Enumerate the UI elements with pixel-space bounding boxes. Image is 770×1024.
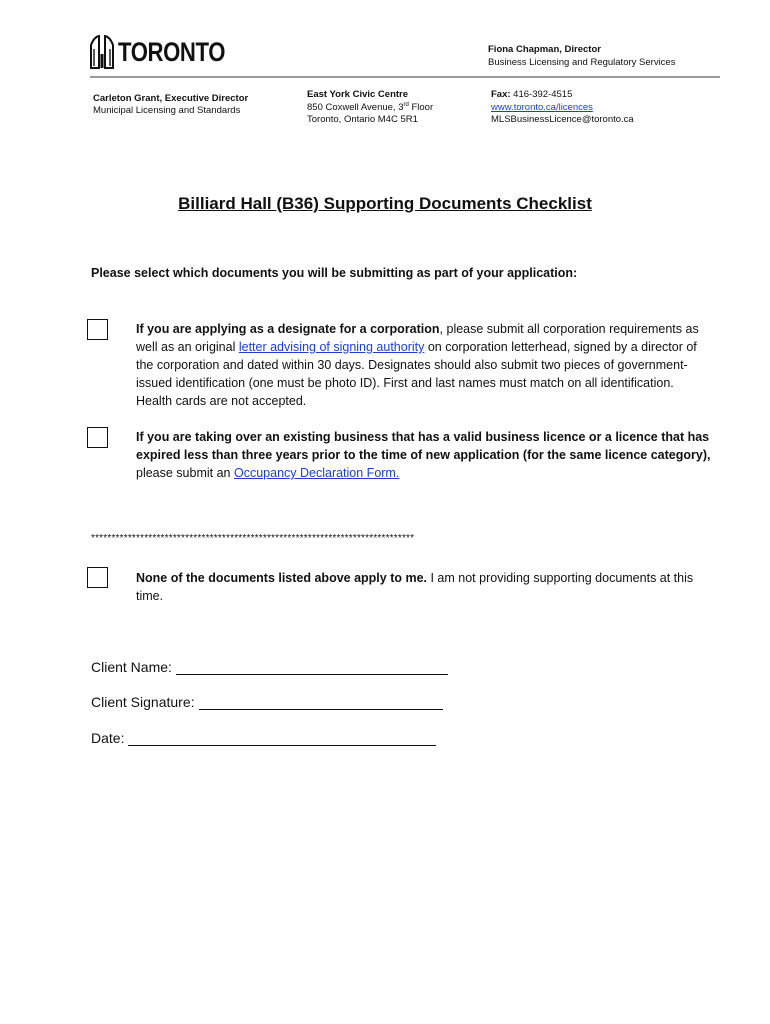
email-address: MLSBusinessLicence@toronto.ca: [491, 114, 634, 125]
client-name-line[interactable]: [176, 658, 448, 675]
city-hall-icon: [90, 35, 114, 69]
director-name: Fiona Chapman, Director: [488, 44, 601, 55]
executive-name: Carleton Grant, Executive Director: [93, 93, 249, 104]
director-department: Business Licensing and Regulatory Services: [488, 57, 676, 68]
date-line[interactable]: [128, 729, 436, 746]
address-line-2: Toronto, Ontario M4C 5R1: [307, 114, 418, 125]
client-name-field[interactable]: [91, 658, 448, 675]
date-label: Date:: [91, 730, 125, 746]
item-none-apply: None of the documents listed above apply to me. I am not providing supporting documents at this time.: [136, 571, 694, 603]
signing-authority-link[interactable]: letter advising of signing authority: [238, 340, 425, 354]
checkbox-taking-over-business[interactable]: [87, 427, 108, 448]
fax-label: Fax:: [491, 89, 511, 100]
document-title: Billiard Hall (B36) Supporting Documents Checklist: [178, 194, 592, 213]
occupancy-declaration-link[interactable]: Occupancy Declaration Form.: [233, 466, 400, 480]
separator-line: *******************************************************************************: [91, 533, 415, 544]
logo-wordmark: TORONTO: [118, 36, 226, 67]
client-signature-label: Client Signature:: [91, 694, 195, 710]
website-link[interactable]: www.toronto.ca/licences: [491, 101, 593, 113]
item-taking-over-business: If you are taking over an existing business that has a valid business licence or a licence that has expired less than three years prior to the time of new application (for the same licence category), please submit an Occupancy Declaration Form.: [136, 430, 711, 480]
checkbox-none-apply[interactable]: [87, 567, 108, 588]
client-name-label: Client Name:: [91, 659, 172, 675]
executive-block: [93, 93, 248, 117]
address-title: East York Civic Centre: [307, 89, 409, 100]
contact-block: [491, 89, 634, 127]
client-signature-line[interactable]: [199, 693, 443, 710]
executive-department: Municipal Licensing and Standards: [93, 105, 241, 116]
toronto-logo: [90, 34, 249, 70]
director-block: [488, 43, 675, 69]
client-signature-field[interactable]: [91, 693, 443, 710]
instruction-text: Please select which documents you will be submitting as part of your application:: [91, 266, 578, 280]
checkbox-designate-corporation[interactable]: [87, 319, 108, 340]
header-divider: [90, 76, 720, 78]
date-field[interactable]: [91, 729, 436, 746]
address-line-1: 850 Coxwell Avenue, 3rd Floor: [307, 101, 434, 113]
fax-line: [491, 89, 634, 102]
address-block: [307, 89, 433, 127]
fax-value: 416-392-4515: [510, 89, 573, 100]
item-designate-corporation: If you are applying as a designate for a corporation, please submit all corporation requirements as well as an original letter advising of signing authority on corporation letterhead, signed by a director of the corporation and dated within 30 days. Designates should also submit two pieces of government-issued identification (one must be photo ID). First and last names must match on all identification. Health cards are not accepted.: [136, 322, 699, 408]
